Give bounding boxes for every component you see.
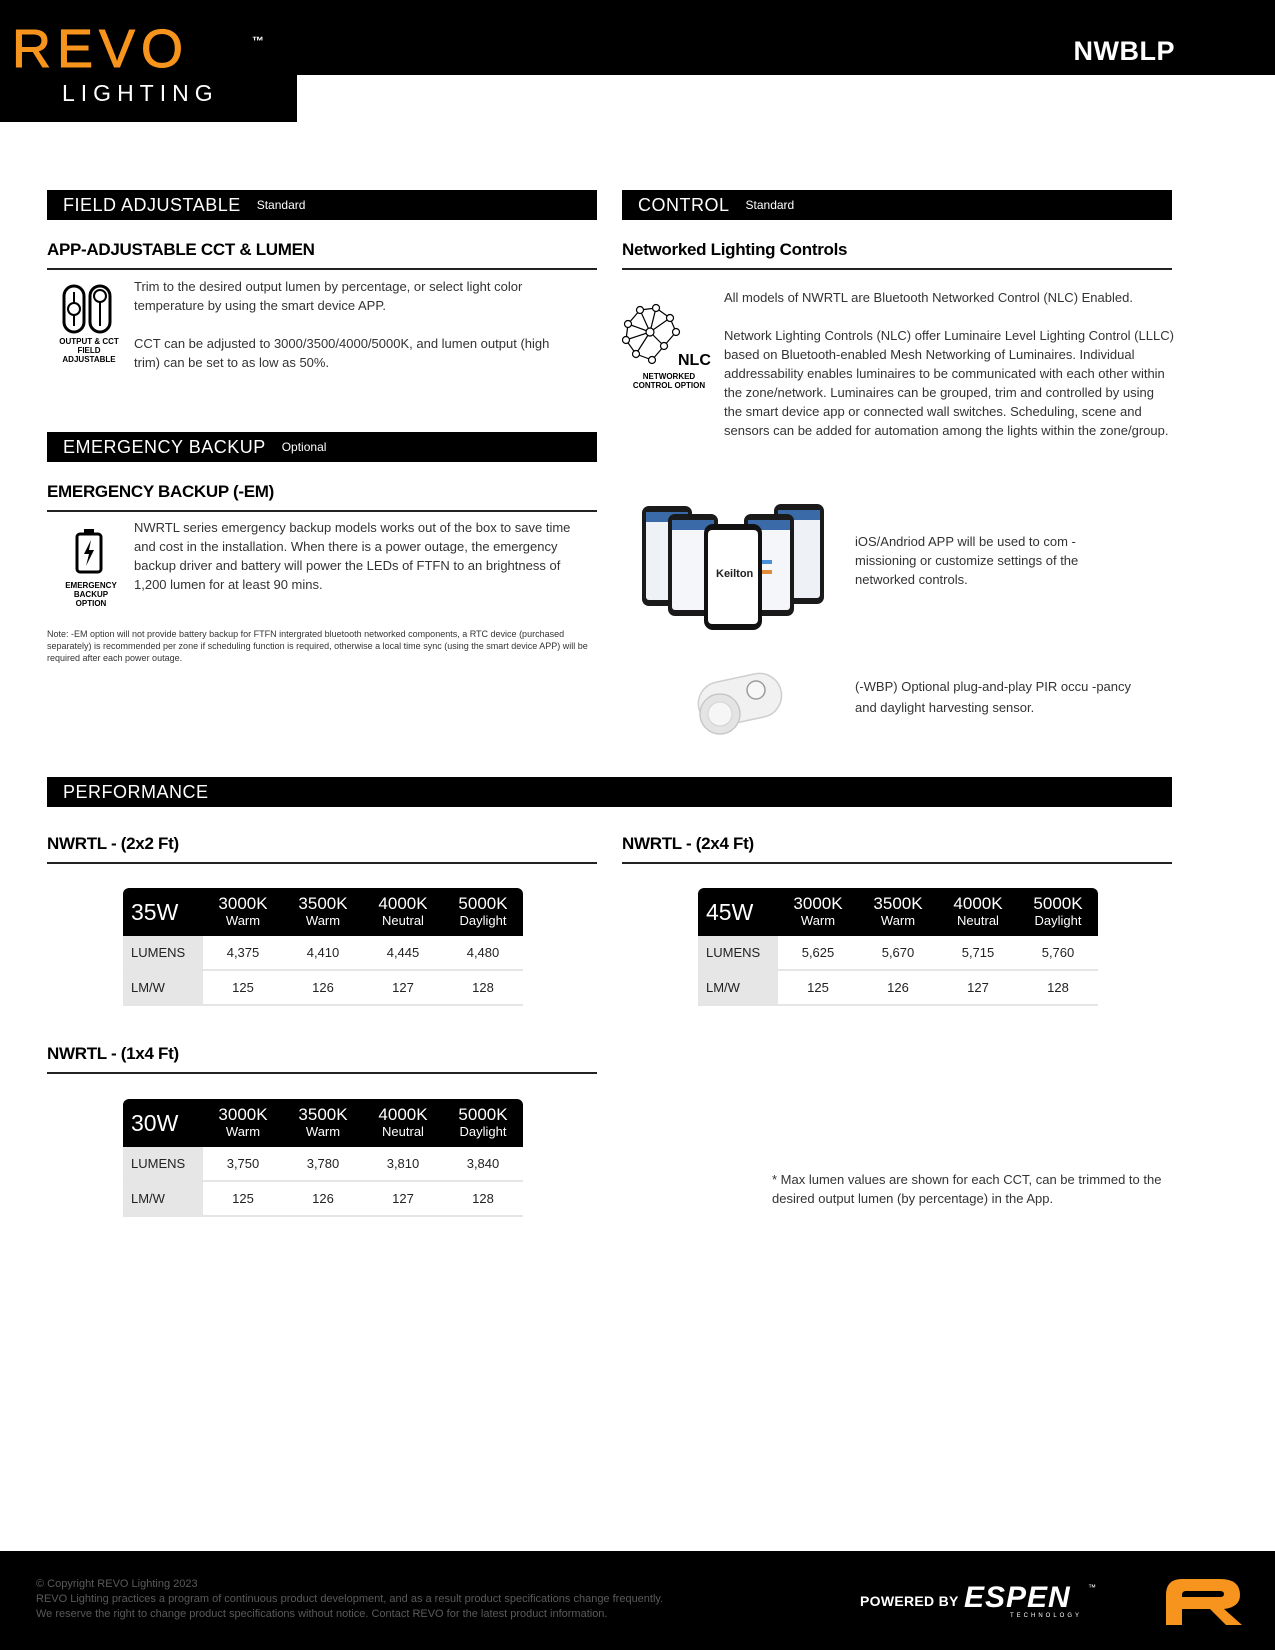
cell: 126 (887, 980, 909, 995)
bar-title: FIELD ADJUSTABLE (63, 194, 241, 215)
table-heading-1x4: NWRTL - (1x4 Ft) (47, 1044, 597, 1074)
wattage: 45W (706, 898, 754, 925)
performance-table-2x4 (698, 888, 1098, 1006)
footer-line-3: We reserve the right to change product specifications without notice. Contact REVO for the latest product information. (36, 1608, 608, 1620)
performance-bar (47, 777, 1172, 807)
logo-revo-text: REVO (12, 19, 190, 79)
logo-lighting-text: LIGHTING (62, 80, 219, 106)
cct-col-5000: 5000K Daylight (458, 1105, 508, 1139)
app-phones-image (638, 500, 826, 630)
control-paragraph-1: All models of NWRTL are Bluetooth Networked Control (NLC) Enabled. (724, 290, 1133, 305)
cell: 3,780 (306, 1156, 340, 1171)
cct-col-3500: 3500K Warm (298, 894, 348, 928)
cell: 4,375 (226, 945, 260, 960)
table-row-lumens (123, 936, 523, 971)
sensor-description: (-WBP) Optional plug-and-play PIR occu -pancy and daylight harvesting sensor. (855, 679, 1132, 715)
cell: 125 (232, 1191, 254, 1206)
performance-table-2x2 (123, 888, 523, 1006)
cell: 5,625 (801, 945, 835, 960)
table-header (123, 888, 523, 936)
bar-title: CONTROL (638, 194, 730, 215)
footer-legal (36, 1577, 663, 1622)
pir-sensor-image (692, 668, 784, 740)
networked-control-caption: NETWORKED CONTROL OPTION (632, 372, 706, 390)
cct-col-3000: 3000K Warm (793, 894, 843, 928)
field-adjustable-heading: APP-ADJUSTABLE CCT & LUMEN (47, 240, 597, 270)
control-heading: Networked Lighting Controls (622, 240, 1172, 270)
wattage: 35W (131, 898, 179, 925)
wattage: 30W (131, 1109, 179, 1136)
table-row-lumens (123, 1147, 523, 1182)
cell: 126 (312, 980, 334, 995)
bar-tag: Standard (745, 198, 795, 212)
bar-title: EMERGENCY BACKUP (63, 436, 266, 457)
bar-tag: Optional (281, 440, 327, 454)
app-brand: Keilton (716, 568, 754, 580)
cell: 125 (807, 980, 829, 995)
cell: 125 (232, 980, 254, 995)
table-heading-2x4: NWRTL - (2x4 Ft) (622, 834, 1172, 864)
field-adjustable-paragraph-2: CCT can be adjusted to 3000/3500/4000/5000K, and lumen output (high trim) can be set to as low as 50%. (134, 336, 550, 370)
row-label: LM/W (123, 971, 203, 1004)
emergency-backup-bar (47, 432, 597, 462)
footer-line-2: REVO Lighting practices a program of continuous product development, and as a result product specifications change frequently. (36, 1593, 664, 1605)
row-label: LM/W (123, 1182, 203, 1215)
cct-col-3000: 3000K Warm (218, 894, 268, 928)
cct-col-5000: 5000K Daylight (1033, 894, 1083, 928)
field-adjustable-bar (47, 190, 597, 220)
cell: 3,840 (466, 1156, 500, 1171)
footer-copyright: © Copyright REVO Lighting 2023 (36, 1578, 198, 1590)
cell: 5,670 (881, 945, 915, 960)
table-row-lumens (698, 936, 1098, 971)
footer (0, 1551, 1275, 1650)
emergency-caption: EMERGENCY BACKUP OPTION (65, 581, 117, 608)
nlc-label: NLC (678, 352, 711, 369)
cell: 126 (312, 1191, 334, 1206)
output-cct-adjust-icon (62, 284, 114, 334)
cct-col-3000: 3000K Warm (218, 1105, 268, 1139)
bar-title: PERFORMANCE (63, 781, 209, 802)
cell: 4,480 (466, 945, 500, 960)
cct-col-5000: 5000K Daylight (458, 894, 508, 928)
network-mesh-icon (620, 302, 686, 366)
cct-col-3500: 3500K Warm (298, 1105, 348, 1139)
table-row-lmw (123, 1182, 523, 1217)
cct-col-4000: 4000K Neutral (378, 1105, 428, 1139)
bar-tag: Standard (256, 198, 306, 212)
espen-trademark: ™ (1088, 1583, 1096, 1592)
table-header (698, 888, 1098, 936)
cell: 3,750 (226, 1156, 260, 1171)
table-row-lmw (698, 971, 1098, 1006)
revo-r-mark-icon (1160, 1573, 1248, 1629)
espen-technology: TECHNOLOGY (1010, 1613, 1083, 1619)
emergency-note: Note: -EM option will not provide battery backup for FTFN intergrated bluetooth networked components, a RTC device (purchased separately) is recommended per zone if scheduling function is required, otherwise a local time sync (using the smart device APP) will be required after each power outage. (47, 629, 588, 663)
field-adjustable-paragraph-1: Trim to the desired output lumen by percentage, or select light color temperature by using the smart device APP. (134, 279, 523, 313)
table-header (123, 1099, 523, 1147)
cell: 4,410 (306, 945, 340, 960)
control-paragraph-2: Network Lighting Controls (NLC) offer Luminaire Level Lighting Control (LLLC) based on Bluetooth-enabled Mesh Networking of Luminaires. Individual addressability enables luminaires to be communicated with each other within the zone/network. Luminaires can be grouped, trim and controlled by using the smart device app or connected wall switches. Scheduling, scene and sensors can be added for automation among the lights within the zone/group. (724, 328, 1174, 438)
cell: 128 (472, 1191, 494, 1206)
model-code: NWBLP (1073, 36, 1175, 66)
cell: 127 (392, 980, 414, 995)
cell: 127 (967, 980, 989, 995)
row-label: LUMENS (123, 936, 203, 969)
performance-table-1x4 (123, 1099, 523, 1217)
cell: 3,810 (386, 1156, 420, 1171)
cell: 128 (1047, 980, 1069, 995)
app-description: iOS/Andriod APP will be used to com -missioning or customize settings of the networked controls. (855, 534, 1079, 587)
espen-logo: ESPEN (964, 1581, 1071, 1614)
cell: 128 (472, 980, 494, 995)
table-row-lmw (123, 971, 523, 1006)
cell: 5,715 (961, 945, 995, 960)
performance-footnote: * Max lumen values are shown for each CCT, can be trimmed to the desired output lumen (by percentage) in the App. (772, 1172, 1162, 1206)
cell: 127 (392, 1191, 414, 1206)
emergency-heading: EMERGENCY BACKUP (-EM) (47, 482, 597, 512)
logo-trademark: ™ (252, 34, 264, 48)
table-heading-2x2: NWRTL - (2x2 Ft) (47, 834, 597, 864)
cct-col-3500: 3500K Warm (873, 894, 923, 928)
cell: 4,445 (386, 945, 420, 960)
row-label: LUMENS (123, 1147, 203, 1180)
cell: 5,760 (1041, 945, 1075, 960)
row-label: LUMENS (698, 936, 778, 969)
cct-col-4000: 4000K Neutral (378, 894, 428, 928)
powered-by: POWERED BY (860, 1593, 959, 1609)
control-bar (622, 190, 1172, 220)
emergency-paragraph: NWRTL series emergency backup models works out of the box to save time and cost in the installation. When there is a power outage, the emergency backup driver and battery will power the LEDs of FTFN to an brightness of 1,200 lumen for at least 90 mins. (134, 520, 571, 592)
battery-icon (74, 527, 104, 575)
cct-col-4000: 4000K Neutral (953, 894, 1003, 928)
row-label: LM/W (698, 971, 778, 1004)
output-cct-caption: OUTPUT & CCT FIELD ADJUSTABLE (59, 337, 119, 364)
revo-logo (0, 0, 297, 122)
